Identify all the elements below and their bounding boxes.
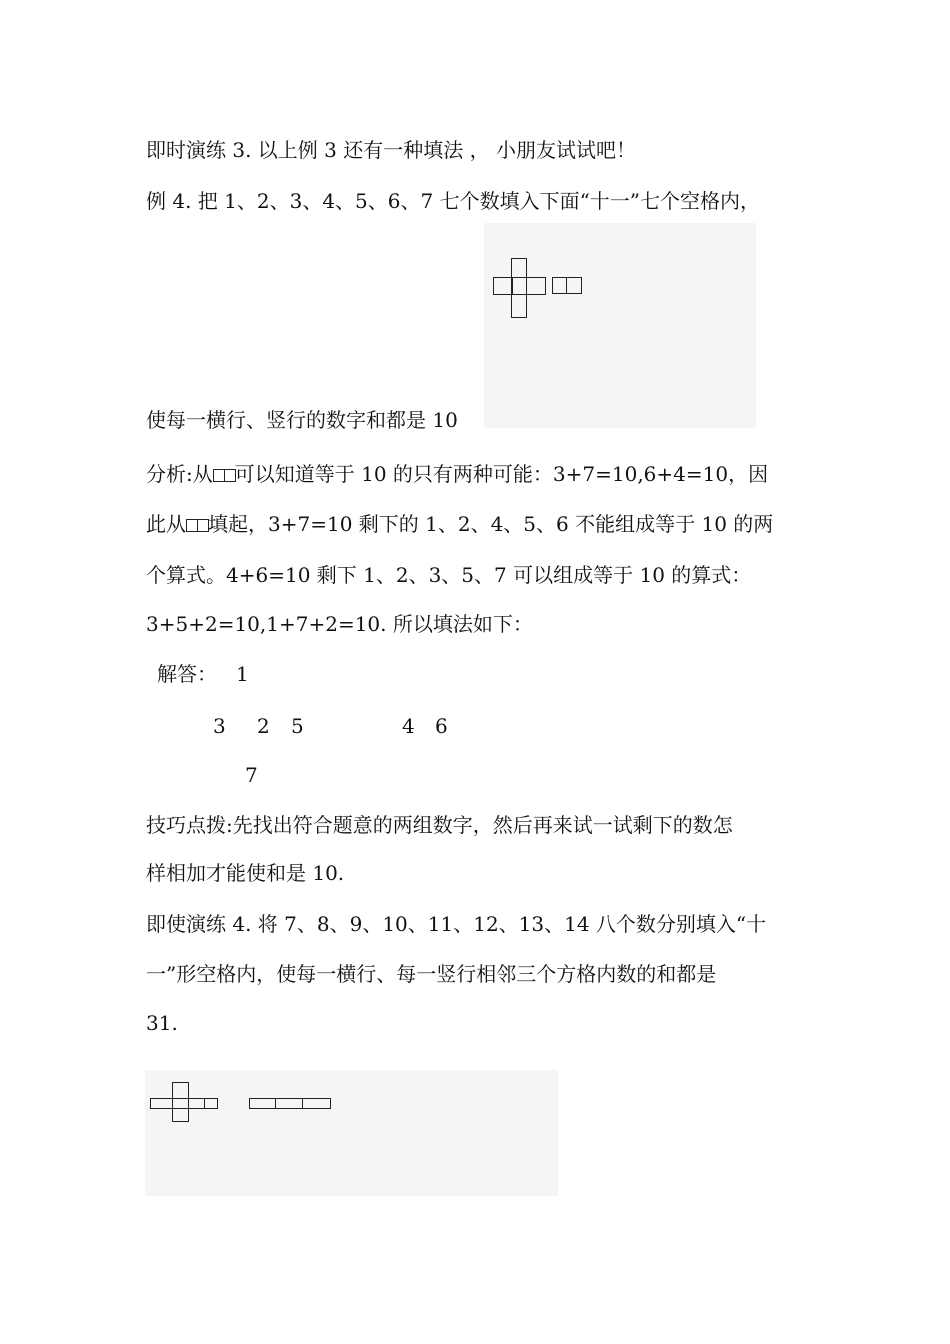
- grid-cell: [511, 277, 527, 295]
- grid-cell: [302, 1098, 331, 1109]
- answer-top: 1: [236, 662, 249, 686]
- answer-label: 解答：: [157, 662, 217, 686]
- answer-bottom: 7: [245, 763, 258, 787]
- grid-cell: [172, 1082, 189, 1099]
- grid-cell: [566, 277, 582, 294]
- analysis-line-1: [146, 460, 768, 488]
- answer-row-2: 2: [257, 714, 270, 738]
- practice-4-line-1: 即使演练 4. 将 7、8、9、10、11、12、13、14 八个数分别填入“十: [146, 912, 767, 936]
- grid-cell: [204, 1098, 218, 1109]
- answer-row-3: 5: [291, 714, 304, 738]
- grid-cell: [172, 1108, 189, 1122]
- tip-line-2: 样相加才能使和是 10.: [146, 861, 345, 885]
- grid-cell: [511, 294, 527, 318]
- answer-pair-2: 6: [435, 714, 448, 738]
- figure-cross-one-2: [145, 1070, 558, 1196]
- grid-cell: [552, 277, 567, 294]
- figure-cross-one-1: [484, 223, 756, 428]
- example-4-continuation: 使每一横行、竖行的数字和都是 10: [146, 408, 458, 432]
- answer-pair-1: 4: [402, 714, 415, 738]
- analysis-line-3: 个算式。4+6=10 剩下 1、2、3、5、7 可以组成等于 10 的算式：: [146, 563, 752, 587]
- grid-cell: [150, 1098, 173, 1109]
- analysis-line-4: 3+5+2=10,1+7+2=10. 所以填法如下：: [146, 612, 533, 636]
- analysis2-suffix: 填起，3+7=10 剩下的 1、2、4、5、6 不能组成等于 10 的两: [208, 512, 774, 536]
- grid-cell: [511, 258, 527, 278]
- practice-4-line-2: 一”形空格内，使每一横行、每一竖行相邻三个方格内数的和都是: [146, 962, 717, 986]
- analysis2-prefix: 此从: [146, 512, 186, 536]
- answer-row-1: 3: [213, 714, 226, 738]
- practice-3-line: 即时演练 3. 以上例 3 还有一种填法 ， 小朋友试试吧！: [146, 138, 636, 162]
- grid-cell: [526, 277, 546, 295]
- practice-4-line-3: 31.: [146, 1011, 178, 1035]
- grid-cell: [188, 1098, 205, 1109]
- grid-cell: [275, 1098, 303, 1109]
- tip-line-1: 技巧点拨:先找出符合题意的两组数字，然后再来试一试剩下的数怎: [146, 813, 733, 837]
- analysis-suffix: 可以知道等于 10 的只有两种可能：3+7=10,6+4=10，因: [234, 462, 769, 486]
- grid-cell: [493, 277, 513, 295]
- analysis-prefix: 分析:从: [146, 462, 213, 486]
- analysis-line-2: [146, 510, 773, 538]
- example-4-line: 例 4. 把 1、2、3、4、5、6、7 七个数填入下面“十一”七个空格内，: [146, 189, 761, 213]
- grid-cell: [249, 1098, 276, 1109]
